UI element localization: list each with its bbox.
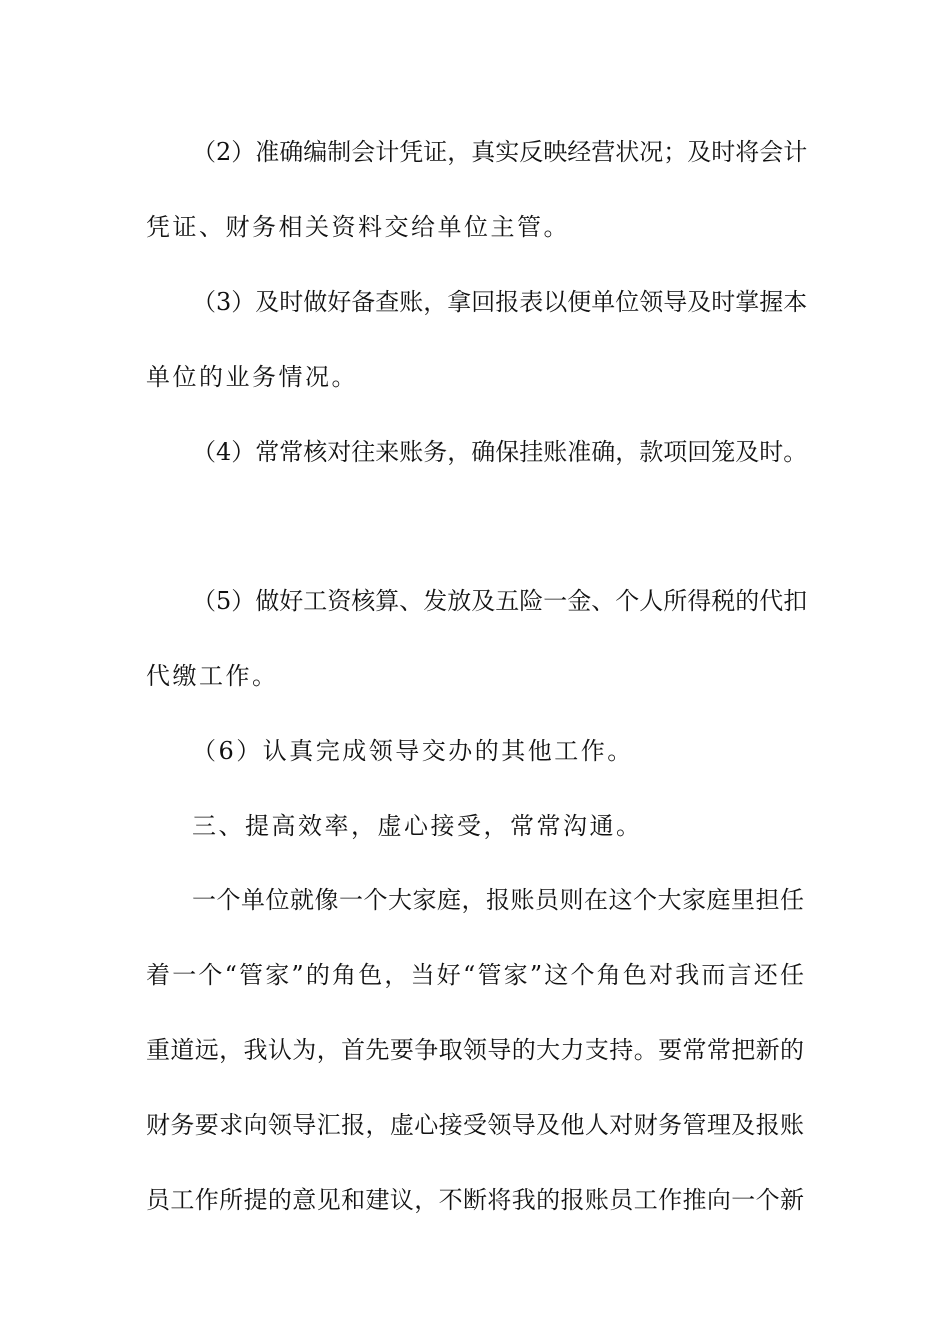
body-paragraph-line-4: 财务要求向领导汇报，虚心接受领导及他人对财务管理及报账 xyxy=(146,1111,804,1139)
body-paragraph-line-5: 员工作所提的意见和建议，不断将我的报账员工作推向一个新 xyxy=(146,1186,804,1214)
body-paragraph-line-1: 一个单位就像一个大家庭，报账员则在这个大家庭里担任 xyxy=(192,886,804,914)
paragraph-2-line-1: （2）准确编制会计凭证，真实反映经营状况；及时将会计 xyxy=(192,138,808,166)
paragraph-5-line-2: 代缴工作。 xyxy=(146,662,279,690)
paragraph-4-line-1: （4）常常核对往来账务，确保挂账准确，款项回笼及时。 xyxy=(192,438,808,466)
paragraph-6-line-1: （6）认真完成领导交办的其他工作。 xyxy=(192,737,634,765)
section-heading-3: 三、提高效率，虚心接受，常常沟通。 xyxy=(192,812,643,840)
body-paragraph-line-3: 重道远，我认为，首先要争取领导的大力支持。要常常把新的 xyxy=(146,1036,804,1064)
body-paragraph-line-2: 着一个“管家”的角色，当好“管家”这个角色对我而言还任 xyxy=(146,961,804,989)
paragraph-3-line-2: 单位的业务情况。 xyxy=(146,363,358,391)
paragraph-2-line-2: 凭证、财务相关资料交给单位主管。 xyxy=(146,213,570,241)
paragraph-5-line-1: （5）做好工资核算、发放及五险一金、个人所得税的代扣 xyxy=(192,587,808,615)
paragraph-3-line-1: （3）及时做好备查账，拿回报表以便单位领导及时掌握本 xyxy=(192,288,808,316)
